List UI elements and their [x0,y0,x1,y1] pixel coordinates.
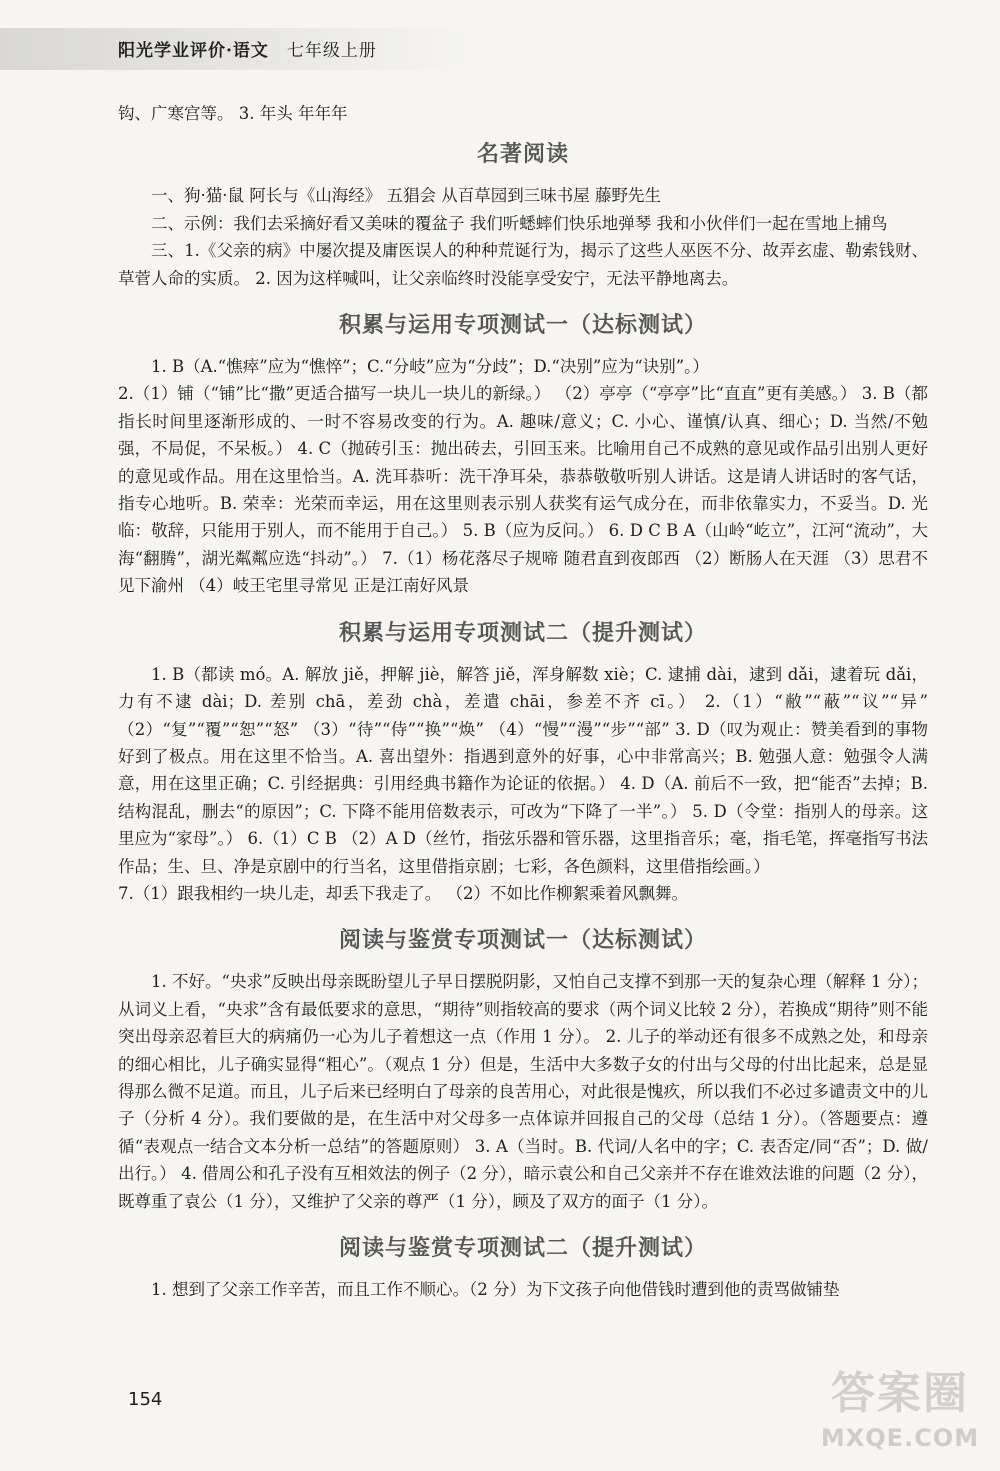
answer-page [118,100,928,1303]
book-title: 阳光学业评价·语文 [118,41,269,61]
section-title: 积累与运用专项测试二（提升测试） [338,619,707,646]
answer-paragraph: 1. 想到了父亲工作辛苦，而且工作不顺心。（2 分）为下文孩子向他借钱时遭到他的责骂做铺垫 [151,1280,840,1299]
answer-paragraph: 2.（1）铺（“铺”比“撒”更适合描写一块儿一块儿的新绿。） （2）亭亭（“亭亭”比“直直”更有美感。） 3. B（都指长时间里逐渐形成的、一时不容易改变的行为。A. 趣味/意义；C. 小心、谨慎/认真、细心；D. 当然/不勉强，不局促，不呆板。） 4. C（抛砖引玉：抛出砖去，引回玉来。比喻用自己不成熟的意见或作品引出别人更好的意见或作品。用在这里恰当。A. 洗耳恭听：洗干净耳朵，恭恭敬敬听别人讲话。这是请人讲话时的客气话，指专心地听。B. 荣幸：光荣而幸运，用在这里则表示别人获奖有运气成分在，而非依靠实力，不妥当。D. 光临：敬辞，只能用于别人，而不能用于自己。） 5. B（应为反问。） 6. D C B A（山岭“屹立”，江河“流动”，大海“翻腾”，湖光粼粼应选“抖动”。） 7.（1）杨花落尽子规啼 随君直到夜郎西 （2）断肠人在天涯 （3）思君不见下渝州 （4）岐王宅里寻常见 正是江南好风景 [118,384,928,596]
answer-paragraph: 1. 不好。“央求”反映出母亲既盼望儿子早日摆脱阴影，又怕自己支撑不到那一天的复杂心理（解释 1 分）；从词义上看，“央求”含有最低要求的意思，“期待”则指较高的要求（两个词义比较 2 分），若换成“期待”则不能突出母亲忍着巨大的病痛仍一心为儿子着想这一点（作用 1 分）。 2. 儿子的举动还有很多不成熟之处，和母亲的细心相比，儿子确实显得“粗心”。（观点 1 分）但是，生活中大多数子女的付出与父母的付出比起来，总是显得那么微不足道。而且，儿子后来已经明白了母亲的良苦用心，对此很是愧疚，所以我们不必过多谴责文中的儿子（分析 4 分）。我们要做的是，在生活中对父母多一点体谅并回报自己的父母（总结 1 分）。（答题要点：遵循“表观点一结合文本分析一总结”的答题原则） 3. A（当时。B. 代词/人名中的字；C. 表否定/同“否”；D. 做/出行。） 4. 借周公和孔子没有互相效法的例子（2 分），暗示袁公和自己父亲并不存在谁效法谁的问题（2 分），既尊重了袁公（1 分），又维护了父亲的尊严（1 分），顾及了双方的面子（1 分）。 [118,972,928,1211]
section-title: 名著阅读 [476,141,569,168]
watermark-url: MXQE.COM [820,1424,980,1452]
watermark-logo: 答案圈 [831,1368,969,1419]
section-reading-test-2 [118,1231,928,1303]
section-title: 阅读与鉴赏专项测试一（达标测试） [338,927,707,954]
answer-paragraph: 7.（1）跟我相约一块儿走，却丢下我走了。 （2）不如比作柳絮乘着风飘舞。 [118,883,688,903]
answer-paragraph: 1. B（A.“憔瘁”应为“憔悴”；C.“分岐”应为“分歧”；D.“决别”应为“诀别”。） [151,357,709,377]
answer-paragraph: 1. B（都读 mó。A. 解放 jiě，押解 jiè，解答 jiě，浑身解数 xiè；C. 逮捕 dài，逮到 dǎi，逮着玩 dǎi，力有不逮 dài；D. 差别 chā，差劲 chà，差遣 chāi，参差不齐 cī。） 2.（1）“敝”“蔽”“议”“异” （2）“复”“覆”“恕”“怒” （3）“待”“侍”“换”“焕” （4）“慢”“漫”“步”“部” 3. D（叹为观止：赞美看到的事物好到了极点。用在这里不恰当。A. 喜出望外：指遇到意外的好事，心中非常高兴；B. 勉强人意：勉强令人满意，用在这里正确；C. 引经据典：引用经典书籍作为论证的依据。） 4. D（A. 前后不一致，把“能否”去掉；B. 结构混乱，删去“的原因”；C. 下降不能用倍数表示，可改为“下降了一半”。） 5. D（令堂：指别人的母亲。这里应为“家母”。） 6.（1）C B （2）A D（丝竹，指弦乐器和管乐器，这里指音乐；毫，指毛笔，挥毫指写书法作品；生、旦、净是京剧中的行当名，这里借指京剧；七彩，各色颜料，这里借指绘画。） [118,664,928,876]
continuation-line: 钩、广寒宫等。 3. 年头 年年年 [118,104,348,123]
answer-paragraph: 二、示例：我们去采摘好看又美味的覆盆子 我们听蟋蟀们快乐地弹琴 我和小伙伴们一起在雪地上捕鸟 [151,213,888,233]
section-reading-test-1 [118,923,928,1215]
answer-paragraph: 一、狗·猫·鼠 阿长与《山海经》 五猖会 从百草园到三味书屋 藤野先生 [151,186,661,206]
running-header [118,36,377,61]
page-number: 154 [128,1389,163,1410]
section-accumulation-test-1 [118,308,928,600]
grade-label: 七年级上册 [286,41,377,61]
answer-paragraph: 三、1.《父亲的病》中屡次提及庸医误人的种种荒诞行为，揭示了这些人巫医不分、故弄玄虚、勒索钱财、草菅人命的实质。 2. 因为这样喊叫，让父亲临终时没能享受安宁，无法平静地离去。 [118,241,928,288]
section-title: 阅读与鉴赏专项测试二（提升测试） [338,1235,707,1261]
section-accumulation-test-2 [118,616,928,908]
section-classics-reading [118,137,928,292]
section-title: 积累与运用专项测试一（达标测试） [338,312,707,339]
